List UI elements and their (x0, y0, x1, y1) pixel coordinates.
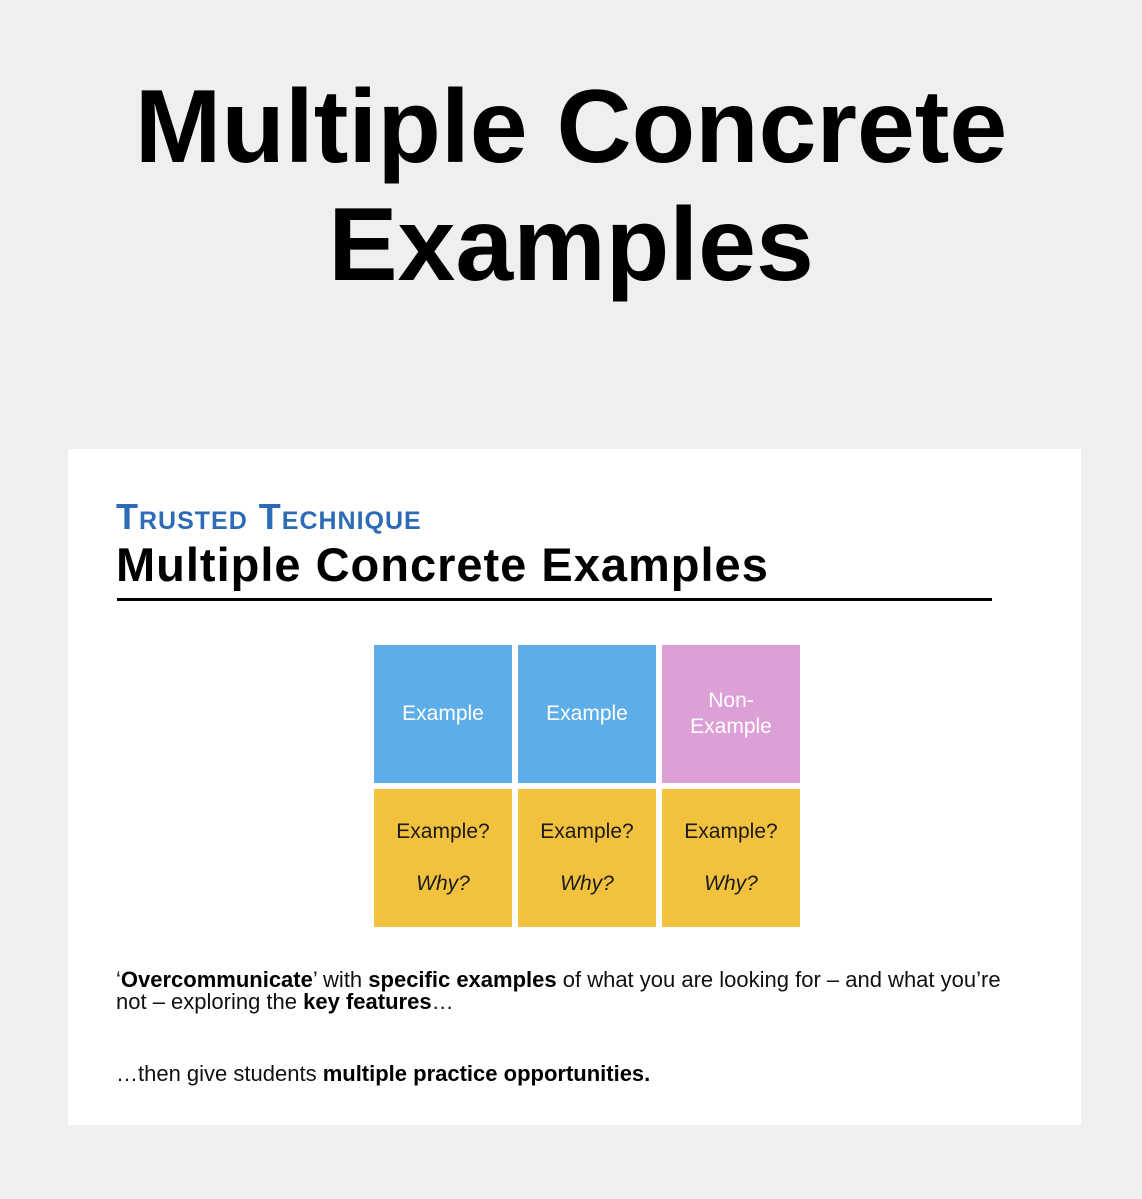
question-tile-why: Why? (560, 872, 614, 895)
question-tile (662, 789, 800, 927)
question-tile-question: Example? (540, 820, 634, 843)
example-tile (518, 645, 656, 783)
description-paragraph (116, 969, 1016, 1013)
emphasis-key-features: key features (303, 989, 432, 1014)
closing-lead: …then give students (116, 1061, 323, 1086)
question-tile-question: Example? (396, 820, 490, 843)
title-divider (117, 598, 992, 601)
non-example-label-line1: Non- (708, 689, 754, 712)
question-tile-why: Why? (704, 872, 758, 895)
emphasis-overcommunicate: Overcommunicate (120, 967, 313, 992)
paragraph-middle: of what you are looking for – and what you’re not – exploring the (116, 967, 1001, 1014)
closing-paragraph (116, 1061, 1016, 1087)
close-quote-with: ’ with (312, 967, 369, 992)
question-tile (518, 789, 656, 927)
open-quote: ‘ (116, 967, 121, 992)
emphasis-practice: multiple practice opportunities. (322, 1061, 651, 1086)
paragraph-end: … (431, 989, 454, 1014)
card-title: Multiple Concrete Examples (116, 538, 769, 591)
example-tile-label: Example (402, 702, 484, 725)
non-example-tile (662, 645, 800, 783)
eyebrow-label: Trusted Technique (116, 496, 422, 537)
example-tile-label: Example (546, 702, 628, 725)
question-tile-question: Example? (684, 820, 778, 843)
non-example-label-line2: Example (690, 715, 772, 738)
example-tile (374, 645, 512, 783)
slide-card (68, 449, 1081, 1125)
emphasis-specific-examples: specific examples (368, 967, 557, 992)
question-tile (374, 789, 512, 927)
question-tile-why: Why? (416, 872, 470, 895)
page-title: Multiple Concrete Examples (134, 69, 1008, 303)
example-grid (374, 645, 800, 927)
